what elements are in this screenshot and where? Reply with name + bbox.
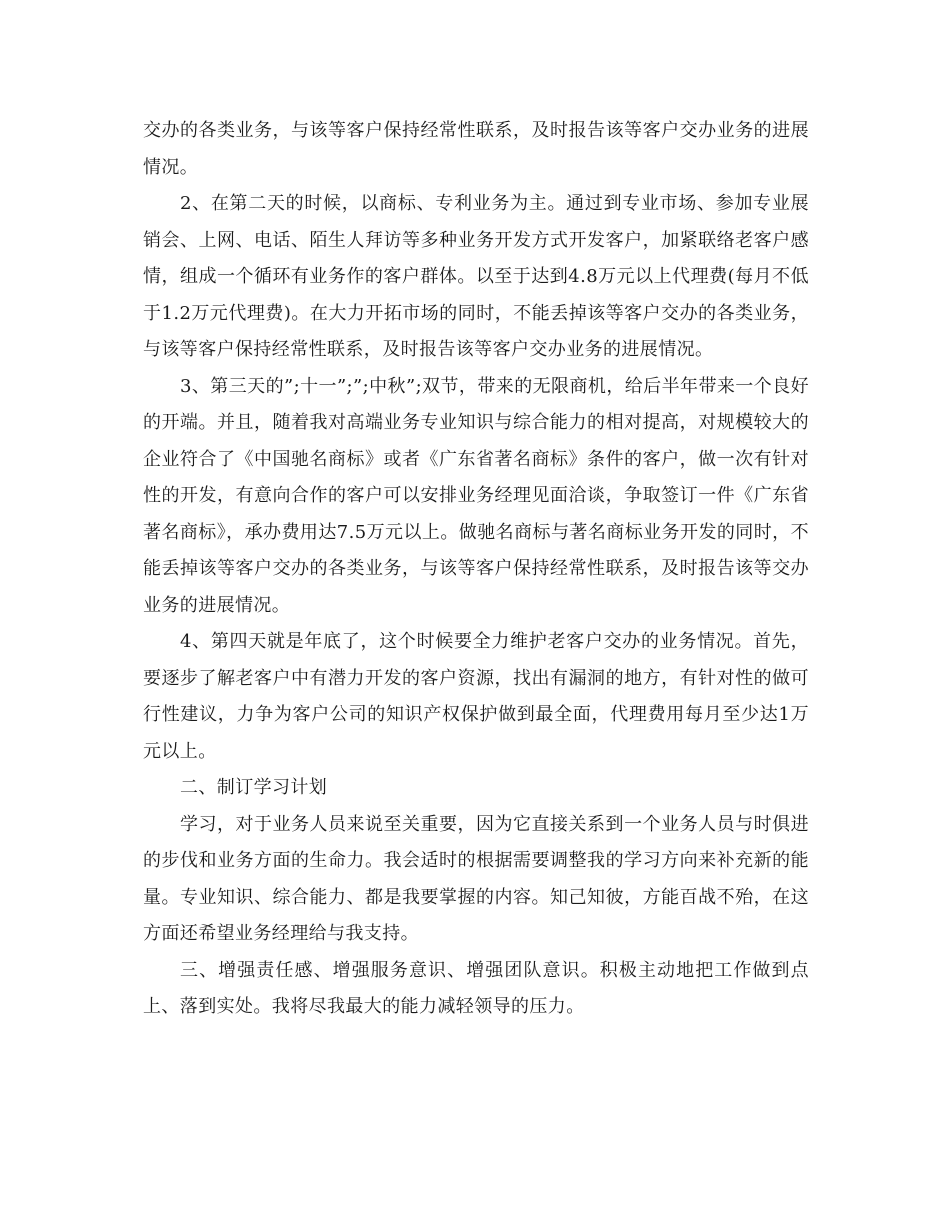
paragraph-responsibility: 三、增强责任感、增强服务意识、增强团队意识。积极主动地把工作做到点上、落到实处。我将尽我最大的能力减轻领导的压力。	[143, 959, 809, 1017]
section-heading-study-plan: 二、制订学习计划	[180, 777, 328, 798]
document-body	[143, 113, 809, 1026]
paragraph-day-two: 2、在第二天的时候，以商标、专利业务为主。通过到专业市场、参加专业展销会、上网、电话、陌生人拜访等多种业务开发方式开发客户，加紧联络老客户感情，组成一个循环有业务作的客户群体。以至于达到4.8万元以上代理费(每月不低于1.2万元代理费)。在大力开拓市场的同时，不能丢掉该等客户交办的各类业务，与该等客户保持经常性联系，及时报告该等客户交办业务的进展情况。	[143, 193, 809, 360]
paragraph-day-four: 4、第四天就是年底了，这个时候要全力维护老客户交办的业务情况。首先，要逐步了解老客户中有潜力开发的客户资源，找出有漏洞的地方，有针对性的做可行性建议，力争为客户公司的知识产权保护做到最全面，代理费用每月至少达1万元以上。	[143, 631, 809, 762]
paragraph-study: 学习，对于业务人员来说至关重要，因为它直接关系到一个业务人员与时俱进的步伐和业务方面的生命力。我会适时的根据需要调整我的学习方向来补充新的能量。专业知识、综合能力、都是我要掌握的内容。知己知彼，方能百战不殆，在这方面还希望业务经理给与我支持。	[143, 813, 809, 944]
paragraph-continuation: 交办的各类业务，与该等客户保持经常性联系，及时报告该等客户交办业务的进展情况。	[143, 120, 809, 178]
paragraph-day-three: 3、第三天的”;十一”;”;中秋”;双节，带来的无限商机，给后半年带来一个良好的开端。并且，随着我对高端业务专业知识与综合能力的相对提高，对规模较大的企业符合了《中国驰名商标》或者《广东省著名商标》条件的客户，做一次有针对性的开发，有意向合作的客户可以安排业务经理见面洽谈，争取签订一件《广东省著名商标》，承办费用达7.5万元以上。做驰名商标与著名商标业务开发的同时，不能丢掉该等客户交办的各类业务，与该等客户保持经常性联系，及时报告该等交办业务的进展情况。	[143, 375, 809, 616]
